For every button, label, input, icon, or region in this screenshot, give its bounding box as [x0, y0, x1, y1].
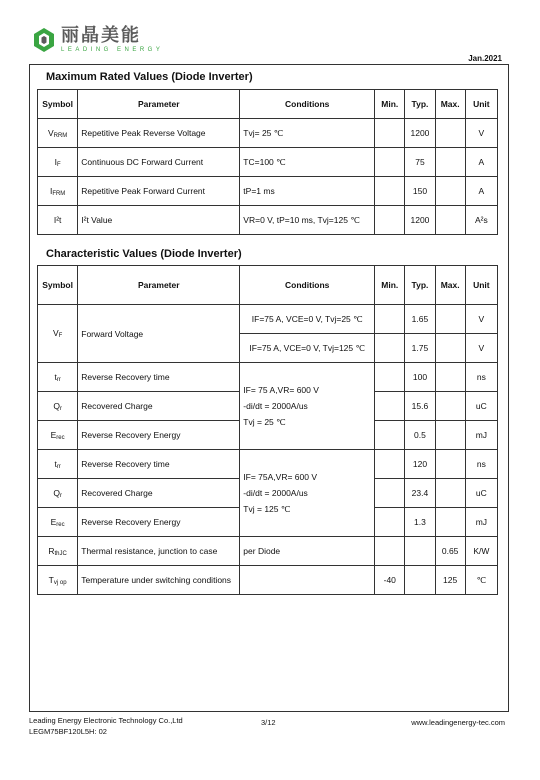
max-cell: [435, 421, 465, 450]
typ-cell: 1200: [405, 119, 435, 148]
typ-cell: 1.75: [405, 334, 435, 363]
company-logo: [33, 26, 163, 54]
section-title-max-rated: Maximum Rated Values (Diode Inverter): [46, 71, 253, 83]
header-conditions: Conditions: [240, 90, 375, 119]
typ-cell: 75: [405, 148, 435, 177]
unit-cell: ns: [465, 450, 497, 479]
conditions-cell: Tvj= 25 ℃: [240, 119, 375, 148]
max-cell: [435, 148, 465, 177]
max-cell: [435, 479, 465, 508]
header-unit: Unit: [465, 266, 497, 305]
logo-english-text: LEADING ENERGY: [61, 47, 164, 53]
header-typ: Typ.: [405, 90, 435, 119]
table-header-row: [38, 90, 498, 119]
logo-chinese-text: 丽晶美能: [61, 25, 141, 46]
header-min: Min.: [375, 90, 405, 119]
table-row: [38, 363, 498, 392]
header-parameter: Parameter: [78, 266, 240, 305]
typ-cell: [405, 566, 435, 595]
header-parameter: Parameter: [78, 90, 240, 119]
max-cell: [435, 177, 465, 206]
unit-cell: mJ: [465, 421, 497, 450]
symbol-cell: $Q_r$: [38, 392, 78, 421]
section-title-characteristic: Characteristic Values (Diode Inverter): [46, 248, 242, 260]
parameter-cell: Temperature under switching conditions: [78, 566, 240, 595]
table-row: [38, 148, 498, 177]
page-number: 3/12: [261, 718, 276, 727]
footer-company: Leading Energy Electronic Technology Co.,Ltd: [29, 716, 183, 725]
conditions-cell: IF= 75 A,VR= 600 V -di/dt = 2000A/us Tvj = 25 ℃: [240, 363, 375, 450]
document-date: Jan.2021: [468, 54, 502, 63]
max-cell: [435, 206, 465, 235]
symbol-cell: $Q_r$: [38, 479, 78, 508]
symbol-cell: $E_{rec}$: [38, 508, 78, 537]
parameter-cell: Recovered Charge: [78, 392, 240, 421]
max-cell: 0.65: [435, 537, 465, 566]
conditions-cell: tP=1 ms: [240, 177, 375, 206]
footer-part-number: LEGM75BF120L5H: 02: [29, 727, 107, 736]
unit-cell: ℃: [465, 566, 497, 595]
parameter-cell: Reverse Recovery time: [78, 363, 240, 392]
typ-cell: 0.5: [405, 421, 435, 450]
conditions-cell: IF=75 A, VCE=0 V, Tvj=25 ℃: [240, 305, 375, 334]
symbol-cell: $t_{rr}$: [38, 450, 78, 479]
min-cell: [375, 363, 405, 392]
typ-cell: 120: [405, 450, 435, 479]
conditions-cell: VR=0 V, tP=10 ms, Tvj=125 ℃: [240, 206, 375, 235]
unit-cell: ns: [465, 363, 497, 392]
parameter-cell: Reverse Recovery Energy: [78, 508, 240, 537]
min-cell: [375, 508, 405, 537]
characteristic-table: [37, 265, 498, 595]
header-max: Max.: [435, 266, 465, 305]
min-cell: -40: [375, 566, 405, 595]
min-cell: [375, 177, 405, 206]
conditions-cell: IF= 75A,VR= 600 V -di/dt = 2000A/us Tvj = 125 ℃: [240, 450, 375, 537]
unit-cell: A: [465, 148, 497, 177]
parameter-cell: Reverse Recovery time: [78, 450, 240, 479]
header-symbol: Symbol: [38, 266, 78, 305]
min-cell: [375, 334, 405, 363]
symbol-cell: $I_{FRM}$: [38, 177, 78, 206]
header-max: Max.: [435, 90, 465, 119]
parameter-cell: Thermal resistance, junction to case: [78, 537, 240, 566]
max-cell: [435, 450, 465, 479]
unit-cell: V: [465, 119, 497, 148]
typ-cell: 1.65: [405, 305, 435, 334]
parameter-cell: Reverse Recovery Energy: [78, 421, 240, 450]
unit-cell: mJ: [465, 508, 497, 537]
unit-cell: V: [465, 305, 497, 334]
min-cell: [375, 537, 405, 566]
conditions-cell: [240, 566, 375, 595]
min-cell: [375, 421, 405, 450]
typ-cell: 1.3: [405, 508, 435, 537]
parameter-cell: I²t Value: [78, 206, 240, 235]
conditions-cell: IF=75 A, VCE=0 V, Tvj=125 ℃: [240, 334, 375, 363]
symbol-cell: $E_{rec}$: [38, 421, 78, 450]
table-row: [38, 537, 498, 566]
table-row: [38, 177, 498, 206]
unit-cell: K/W: [465, 537, 497, 566]
min-cell: [375, 206, 405, 235]
conditions-cell: TC=100 ℃: [240, 148, 375, 177]
parameter-cell: Repetitive Peak Reverse Voltage: [78, 119, 240, 148]
typ-cell: 1200: [405, 206, 435, 235]
min-cell: [375, 392, 405, 421]
table-row: [38, 566, 498, 595]
min-cell: [375, 305, 405, 334]
symbol-cell: $T_{vj op}$: [38, 566, 78, 595]
max-cell: [435, 392, 465, 421]
symbol-cell: $t_{rr}$: [38, 363, 78, 392]
typ-cell: 23.4: [405, 479, 435, 508]
hexagon-logo-icon: [33, 27, 55, 53]
min-cell: [375, 450, 405, 479]
max-cell: [435, 305, 465, 334]
table-row: [38, 305, 498, 334]
max-cell: [435, 363, 465, 392]
header-unit: Unit: [465, 90, 497, 119]
header-conditions: Conditions: [240, 266, 375, 305]
typ-cell: 150: [405, 177, 435, 206]
min-cell: [375, 479, 405, 508]
symbol-cell: I²t: [38, 206, 78, 235]
unit-cell: V: [465, 334, 497, 363]
max-rated-table: [37, 89, 498, 235]
parameter-cell: Forward Voltage: [78, 305, 240, 363]
min-cell: [375, 148, 405, 177]
header-symbol: Symbol: [38, 90, 78, 119]
symbol-cell: $R_{thJC}$: [38, 537, 78, 566]
conditions-cell: per Diode: [240, 537, 375, 566]
table-header-row: [38, 266, 498, 305]
symbol-cell: $V_F$: [38, 305, 78, 363]
unit-cell: uC: [465, 392, 497, 421]
table-row: [38, 119, 498, 148]
unit-cell: A²s: [465, 206, 497, 235]
table-row: [38, 450, 498, 479]
table-row: [38, 206, 498, 235]
parameter-cell: Recovered Charge: [78, 479, 240, 508]
max-cell: [435, 119, 465, 148]
typ-cell: [405, 537, 435, 566]
max-cell: [435, 334, 465, 363]
min-cell: [375, 119, 405, 148]
typ-cell: 15.6: [405, 392, 435, 421]
parameter-cell: Repetitive Peak Forward Current: [78, 177, 240, 206]
unit-cell: uC: [465, 479, 497, 508]
max-cell: 125: [435, 566, 465, 595]
typ-cell: 100: [405, 363, 435, 392]
header-min: Min.: [375, 266, 405, 305]
unit-cell: A: [465, 177, 497, 206]
symbol-cell: $V_{RRM}$: [38, 119, 78, 148]
max-cell: [435, 508, 465, 537]
footer-website: www.leadingenergy-tec.com: [411, 718, 505, 727]
symbol-cell: $I_F$: [38, 148, 78, 177]
parameter-cell: Continuous DC Forward Current: [78, 148, 240, 177]
header-typ: Typ.: [405, 266, 435, 305]
